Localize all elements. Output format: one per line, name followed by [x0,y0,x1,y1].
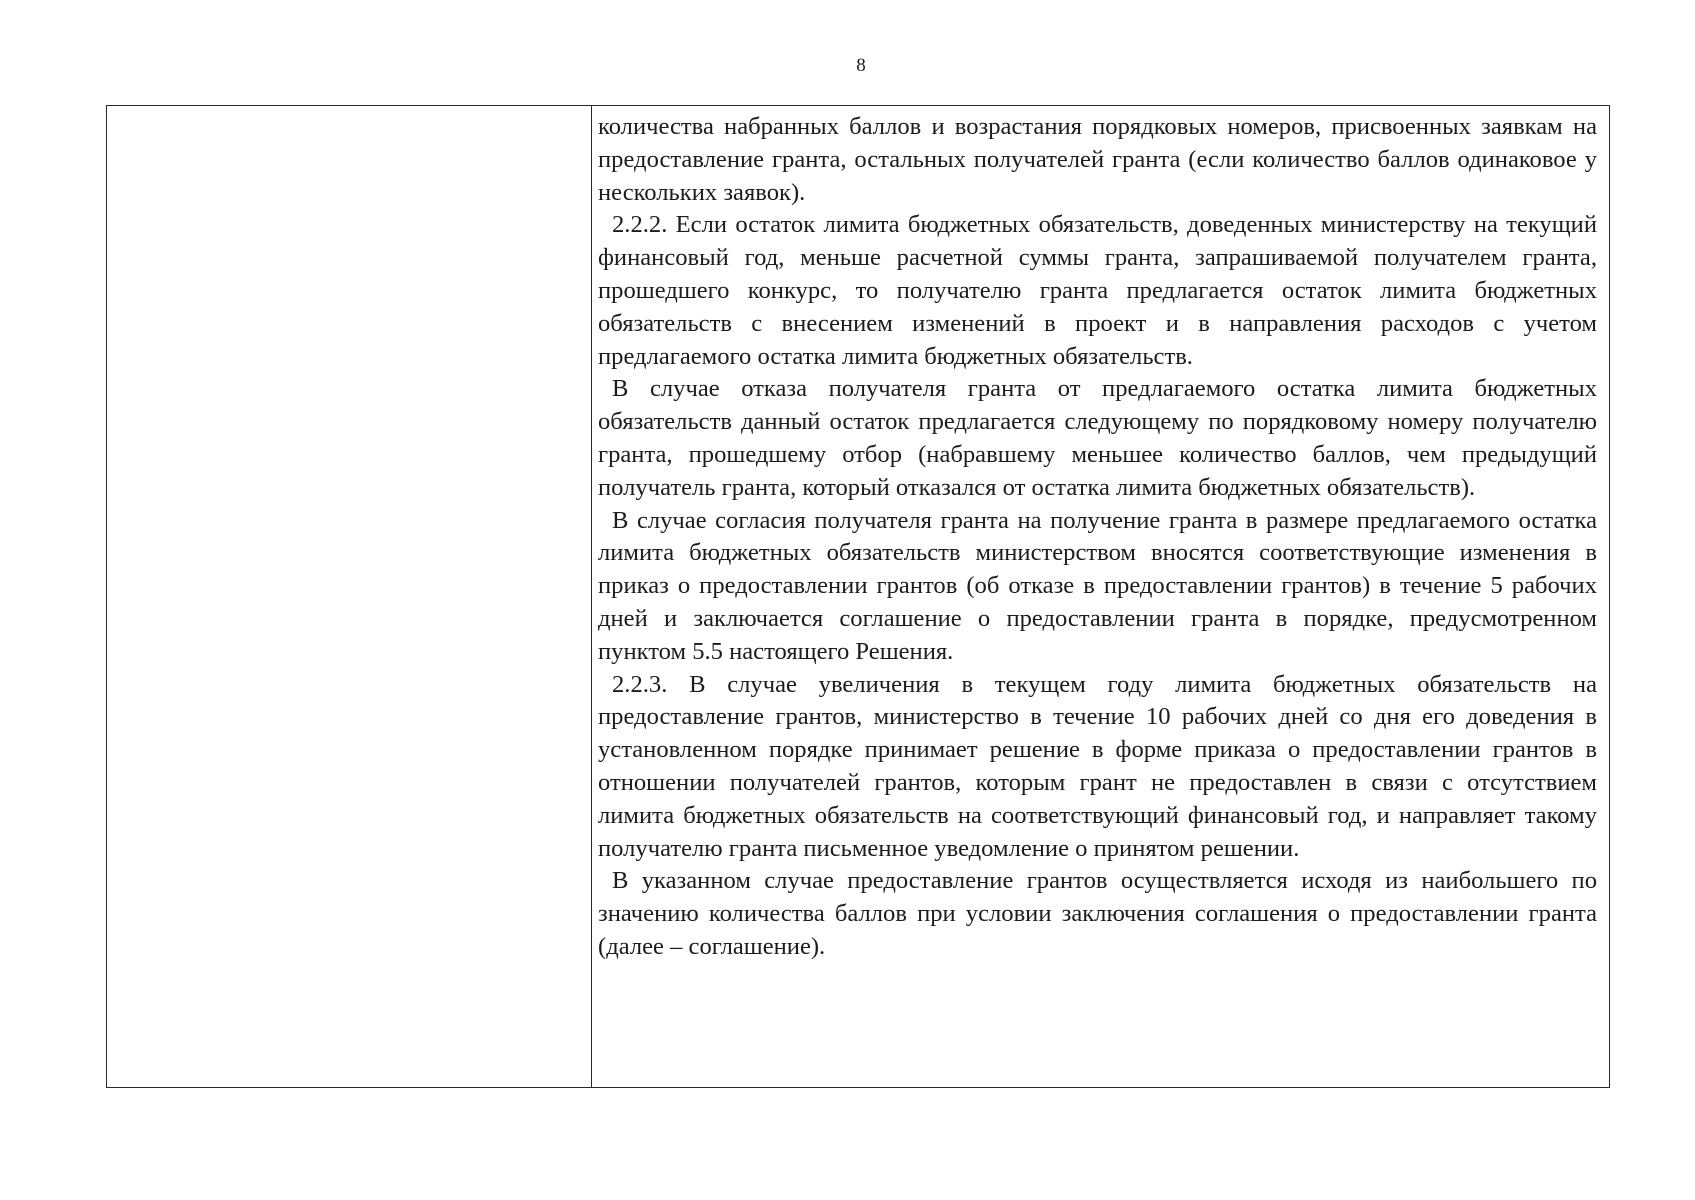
paragraph-specified-case: В указанном случае предоставление грантов осуществляется исходя из наибольшего по значению количества баллов при условии заключения соглашения о предоставлении гранта (далее – соглашение). [598,867,1597,960]
table-left-cell [107,106,592,1087]
document-table [106,105,1610,1088]
table-right-cell [592,106,1609,1087]
page-number: 8 [856,55,866,76]
paragraph-consent-case: В случае согласия получателя гранта на получение гранта в размере предлагаемого остатка лимита бюджетных обязательств министерством вносятся соответствующие изменения в приказ о предоставлении грантов (об отказе в предоставлении грантов) в течение 5 рабочих дней и заключается соглашение о предоставлении гранта в порядке, предусмотренном пунктом 5.5 настоящего Решения. [598,506,1597,665]
paragraph-2-2-3: 2.2.3. В случае увеличения в текущем году лимита бюджетных обязательств на предоставление грантов, министерство в течение 10 рабочих дней со дня его доведения в установленном порядке принимает решение в форме приказа о предоставлении грантов в отношении получателей грантов, которым грант не предоставлен в связи с отсутствием лимита бюджетных обязательств на соответствующий финансовый год, и направляет такому получателю гранта письменное уведомление о принятом решении. [598,670,1597,862]
paragraph-continuation: количества набранных баллов и возрастания порядковых номеров, присвоенных заявкам на предоставление гранта, остальных получателей гранта (если количество баллов одинаковое у нескольких заявок). [598,113,1597,206]
paragraph-2-2-2: 2.2.2. Если остаток лимита бюджетных обязательств, доведенных министерству на текущий финансовый год, меньше расчетной суммы гранта, запрашиваемой получателем гранта, прошедшего конкурс, то получателю гранта предлагается остаток лимита бюджетных обязательств с внесением изменений в проект и в направления расходов с учетом предлагаемого остатка лимита бюджетных обязательств. [598,211,1597,370]
paragraph-refusal-case: В случае отказа получателя гранта от предлагаемого остатка лимита бюджетных обязательств данный остаток предлагается следующему по порядковому номеру получателю гранта, прошедшему отбор (набравшему меньшее количество баллов, чем предыдущий получатель гранта, который отказался от остатка лимита бюджетных обязательств). [598,375,1597,501]
